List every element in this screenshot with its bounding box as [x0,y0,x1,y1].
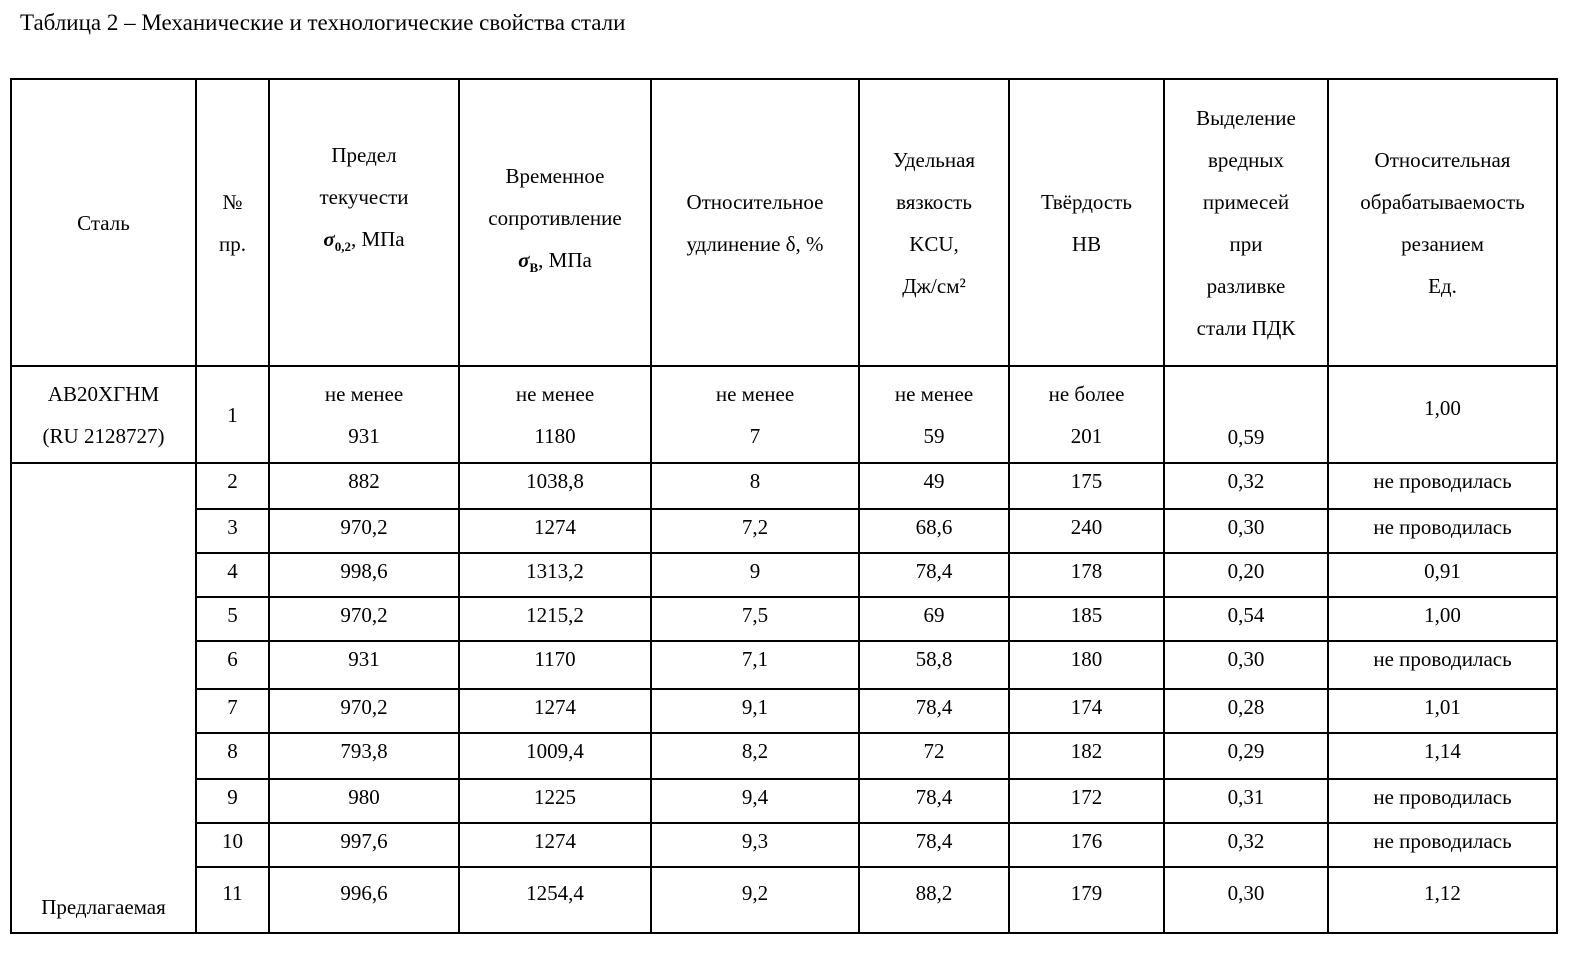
cell: 1038,8 [459,463,651,509]
cell: 11 [196,867,269,933]
cell: 179 [1009,867,1164,933]
cell: 970,2 [269,509,459,553]
header-elongation: Относительное удлинение δ, % [651,79,859,366]
cell: 0,30 [1164,867,1328,933]
reference-steel: АВ20ХГНМ (RU 2128727) [11,366,196,463]
cell: 793,8 [269,733,459,779]
cell: не менее 1180 [459,366,651,463]
cell: 9,4 [651,779,859,823]
cell: не проводилась [1328,509,1557,553]
cell: 7,2 [651,509,859,553]
cell: 0,20 [1164,553,1328,597]
cell: 1,00 [1328,597,1557,641]
header-row [11,79,1557,366]
cell: 1313,2 [459,553,651,597]
header-yield: Предел текучести σ0,2, МПа [269,79,459,366]
cell: 0,32 [1164,463,1328,509]
properties-table [10,78,1558,934]
table-title: Таблица 2 – Механические и технологические свойства стали [20,10,625,36]
cell: 88,2 [859,867,1009,933]
table-row [11,689,1557,733]
header-steel: Сталь [11,79,196,366]
cell: 1009,4 [459,733,651,779]
cell: не проводилась [1328,779,1557,823]
cell: 78,4 [859,689,1009,733]
cell: 8,2 [651,733,859,779]
cell: 2 [196,463,269,509]
cell: 78,4 [859,823,1009,867]
cell: 176 [1009,823,1164,867]
table-row [11,779,1557,823]
cell: 72 [859,733,1009,779]
cell: 1274 [459,689,651,733]
cell: 4 [196,553,269,597]
cell: 8 [651,463,859,509]
cell: 980 [269,779,459,823]
header-emissions: Выделение вредных примесей при разливке стали ПДК [1164,79,1328,366]
cell: не проводилась [1328,823,1557,867]
cell: 58,8 [859,641,1009,689]
cell: 1,14 [1328,733,1557,779]
header-tensile: Временное сопротивление σВ, МПа [459,79,651,366]
cell: не проводилась [1328,463,1557,509]
cell: 931 [269,641,459,689]
table-row [11,823,1557,867]
cell: 178 [1009,553,1164,597]
reference-row [11,366,1557,463]
cell: 1,00 [1328,366,1557,463]
cell: 1274 [459,509,651,553]
cell: 68,6 [859,509,1009,553]
cell: 996,6 [269,867,459,933]
table-row [11,867,1557,933]
cell: 1,01 [1328,689,1557,733]
cell: 172 [1009,779,1164,823]
cell: 0,59 [1164,366,1328,463]
cell: 49 [859,463,1009,509]
table-row [11,597,1557,641]
cell: 1274 [459,823,651,867]
table-row [11,553,1557,597]
cell: 7,1 [651,641,859,689]
cell: 7 [196,689,269,733]
cell: 0,32 [1164,823,1328,867]
cell: не менее 931 [269,366,459,463]
cell: не более 201 [1009,366,1164,463]
cell: 0,91 [1328,553,1557,597]
header-number: № пр. [196,79,269,366]
cell: 69 [859,597,1009,641]
table-row [11,509,1557,553]
cell: 6 [196,641,269,689]
cell: 9,1 [651,689,859,733]
header-kcu: Удельная вязкость KCU, Дж/см² [859,79,1009,366]
table-row [11,733,1557,779]
cell: не менее 7 [651,366,859,463]
cell: 998,6 [269,553,459,597]
cell: 8 [196,733,269,779]
cell: 78,4 [859,553,1009,597]
cell: не менее 59 [859,366,1009,463]
cell: 0,31 [1164,779,1328,823]
cell: 175 [1009,463,1164,509]
cell: 3 [196,509,269,553]
cell: 7,5 [651,597,859,641]
cell: 9,2 [651,867,859,933]
cell: 5 [196,597,269,641]
cell: 1 [196,366,269,463]
cell: 1225 [459,779,651,823]
cell: 78,4 [859,779,1009,823]
cell: 9,3 [651,823,859,867]
cell: 0,30 [1164,509,1328,553]
proposed-steel-label: Предлагаемая [11,463,196,933]
cell: 185 [1009,597,1164,641]
cell: 1,12 [1328,867,1557,933]
cell: 1215,2 [459,597,651,641]
cell: 174 [1009,689,1164,733]
cell: 9 [196,779,269,823]
cell: 1170 [459,641,651,689]
cell: 997,6 [269,823,459,867]
cell: 970,2 [269,597,459,641]
cell: 182 [1009,733,1164,779]
cell: 0,30 [1164,641,1328,689]
cell: 0,54 [1164,597,1328,641]
table-row [11,641,1557,689]
header-machinability: Относительная обрабатываемость резанием Ед. [1328,79,1557,366]
cell: 180 [1009,641,1164,689]
table-row [11,463,1557,509]
cell: 0,29 [1164,733,1328,779]
cell: 1254,4 [459,867,651,933]
cell: 970,2 [269,689,459,733]
cell: 0,28 [1164,689,1328,733]
cell: 240 [1009,509,1164,553]
cell: 882 [269,463,459,509]
cell: не проводилась [1328,641,1557,689]
header-hardness: Твёрдость НВ [1009,79,1164,366]
cell: 9 [651,553,859,597]
cell: 10 [196,823,269,867]
